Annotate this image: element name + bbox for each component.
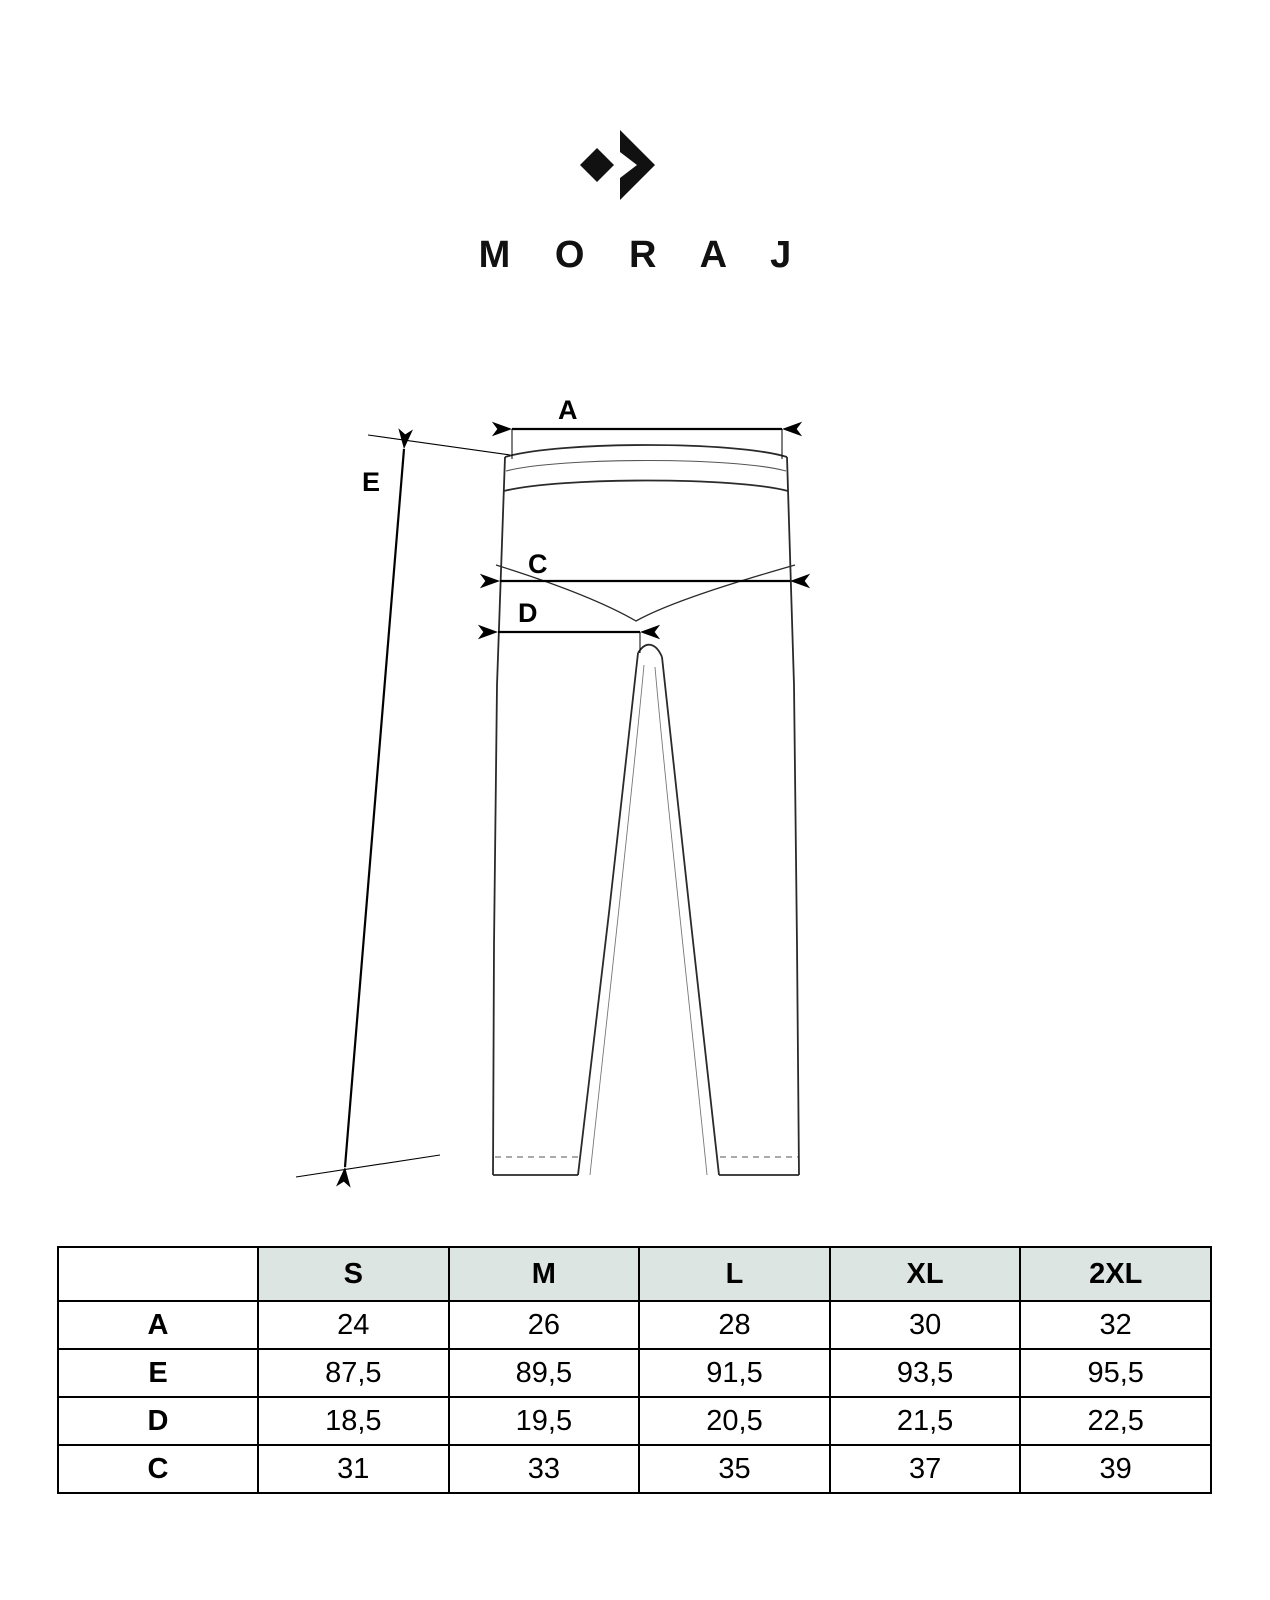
table-row: [58, 1301, 1211, 1349]
table-corner-cell: [58, 1247, 258, 1301]
row-header-c: C: [58, 1445, 258, 1493]
dimension-d-label: D: [518, 598, 538, 628]
leggings-svg: [0, 385, 1270, 1215]
dimension-c: [500, 549, 790, 581]
table-row: [58, 1397, 1211, 1445]
cell-e-m: 89,5: [449, 1349, 640, 1397]
row-header-a: A: [58, 1301, 258, 1349]
table-row: [58, 1445, 1211, 1493]
column-header-xl: XL: [830, 1247, 1021, 1301]
cell-c-s: 31: [258, 1445, 449, 1493]
size-chart: [57, 1246, 1212, 1494]
column-header-2xl: 2XL: [1020, 1247, 1211, 1301]
cell-a-2xl: 32: [1020, 1301, 1211, 1349]
column-header-l: L: [639, 1247, 830, 1301]
column-header-m: M: [449, 1247, 640, 1301]
cell-d-2xl: 22,5: [1020, 1397, 1211, 1445]
cell-a-xl: 30: [830, 1301, 1021, 1349]
cell-a-s: 24: [258, 1301, 449, 1349]
column-header-s: S: [258, 1247, 449, 1301]
dimension-c-label: C: [528, 549, 548, 579]
brand-header: [0, 130, 1270, 277]
cell-c-xl: 37: [830, 1445, 1021, 1493]
cell-d-s: 18,5: [258, 1397, 449, 1445]
cell-e-l: 91,5: [639, 1349, 830, 1397]
cell-e-2xl: 95,5: [1020, 1349, 1211, 1397]
cell-a-l: 28: [639, 1301, 830, 1349]
table-header-row: [58, 1247, 1211, 1301]
row-header-e: E: [58, 1349, 258, 1397]
cell-c-l: 35: [639, 1445, 830, 1493]
table-row: [58, 1349, 1211, 1397]
size-table: [57, 1246, 1212, 1494]
cell-a-m: 26: [449, 1301, 640, 1349]
cell-d-xl: 21,5: [830, 1397, 1021, 1445]
dimension-e: [296, 435, 510, 1177]
cell-e-xl: 93,5: [830, 1349, 1021, 1397]
dimension-a-label: A: [558, 395, 578, 425]
cell-d-l: 20,5: [639, 1397, 830, 1445]
dimension-e-label: E: [362, 467, 381, 497]
cell-c-m: 33: [449, 1445, 640, 1493]
chevron-diamond-logo-icon: [580, 130, 690, 200]
row-header-d: D: [58, 1397, 258, 1445]
dimension-d: [498, 598, 640, 653]
cell-c-2xl: 39: [1020, 1445, 1211, 1493]
cell-d-m: 19,5: [449, 1397, 640, 1445]
brand-name: M O R A J: [478, 234, 809, 276]
leggings-technical-drawing: [0, 385, 1270, 1215]
cell-e-s: 87,5: [258, 1349, 449, 1397]
